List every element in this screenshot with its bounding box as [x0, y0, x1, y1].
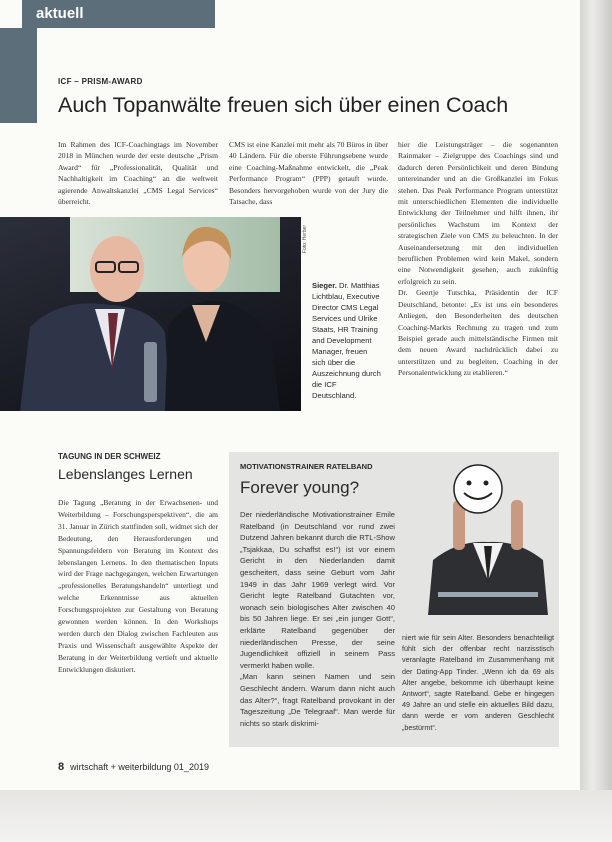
section-label: aktuell: [36, 5, 84, 22]
section-sidebar-bar: [0, 28, 37, 123]
section-tab: [22, 0, 215, 28]
page-footer: [58, 761, 209, 773]
article3-title: Forever young?: [240, 478, 360, 497]
article1-col1-text: Im Rahmen des ICF-Coachingtags im November 2018 in München wurde der erste deutsche „Prism Award“ für „Professionalität, Qualität und Nachhaltigkeit im Coaching“ an die weltweit agierende Anwaltskanzlei „CMS Legal Services“ überreicht.: [58, 140, 218, 207]
photo-caption: [312, 280, 382, 401]
caption-text: Dr. Matthias Lichtblau, Executive Director CMS Legal Services und Ulrike Staats, HR Training and Development Manager, freuen sich über die Auszeichnung durch die ICF Deutschland.: [312, 281, 381, 400]
article1-col3-quote: Dr. Geertje Tutschka, Präsidentin der ICF Deutschland, betonte: „Es ist uns ein besonderes Anliegen, den Besonderheiten des deutschen Coaching-Markts Rechnung zu tragen und zum Beispiel gerade auch mittelständische Firmen mit dem neuen Award nachdrücklich dabei zu unterstützen und zu begleiten, Coaching in der Personalentwicklung zu etablieren.“: [398, 288, 558, 378]
article1-kicker: ICF – PRISM-AWARD: [58, 77, 143, 86]
smiley-man-illustration: [418, 460, 558, 615]
article2-title: Lebenslanges Lernen: [58, 466, 193, 482]
award-photo: [0, 217, 301, 411]
article2-body-text: Die Tagung „Beratung in der Erwachsenen- und Weiterbildung – Forschungsperspektiven“, die am 31. Januar in Zürich stattfinden soll, widmet sich der Bedeutung, den Herausforderungen und Spannungsfeldern von Beratung im Kontext des lebenslangen Lernens. In den thematischen Inputs wird der Frage nachgegangen, welchen Erwartungen „professionelles Beratungshandeln“ unterliegt und welche Erkenntnisse aus aktuellen Forschungsprojekten zur Gestaltung von Beratung gewonnen werden können. In den Workshops werden durch den Dialog zwischen Fachleuten aus Praxis und Wissenschaft ausgewählte Aspekte der Beratung in der Weiterbildung vertieft und aktuelle Entwicklungen diskutiert.: [58, 498, 218, 674]
article1-col2: [229, 139, 388, 207]
article3-col1: [240, 509, 395, 729]
article1-col2-text: CMS ist eine Kanzlei mit mehr als 70 Büros in über 40 Ländern. Für die oberste Führungsebene wurde eine Coaching-Maßnahme entwickelt, die „Peak Performance Program“ (PPP) getauft wurde. Besonders hervorgehoben wurde von der Jury die Tatsache, dass: [229, 140, 388, 207]
article2-body: [58, 497, 218, 676]
article2-kicker: TAGUNG IN DER SCHWEIZ: [58, 452, 161, 461]
article1-col3-text: hier die Leistungsträger – die sogenannten Rainmaker – Zielgruppe des Coachings sind und dadurch deren Persönlichkeit und deren Bindung untereinander und an die Großkanzlei im Fokus stehen. Das Peak Performance Program unterstützt mit unterschiedlichen Elementen die individuelle Entwicklung der Teilnehmer und hilft ihnen, ihr persönliches Wachstum im Kontext der strategischen Ziele von CMS zu beleuchten. In der Auseinandersetzung mit den individuellen beruflichen Problemen wird kein Makel, sondern eine Notwendigkeit gesehen, auch zukünftig erfolgreich zu sein.: [398, 140, 558, 286]
caption-lead: Sieger.: [312, 281, 337, 290]
photo-credit: Foto: Herber: [302, 225, 308, 254]
article1-headline: Auch Topanwälte freuen sich über einen Coach: [58, 93, 509, 117]
article3-kicker: MOTIVATIONSTRAINER RATELBAND: [240, 462, 373, 471]
award-photo-illustration: [0, 217, 301, 411]
next-page-edge: [580, 0, 612, 790]
article3-col2-text: niert wie für sein Alter. Besonders benachteiligt fühlt sich der offenbar recht narzisstisch veranlagte Ratelband im Zusammenhang mit der Dating-App Tinder. „Wenn ich da 69 als Alter angebe, bekomme ich überhaupt keine Antwort“, sagte Ratelband. Gebe er hingegen 49 Jahre an und stelle ein aktuelles Bild dazu, dann werde er vom anderen Geschlecht „bestürmt“.: [402, 633, 554, 732]
article1-col3: [398, 139, 558, 379]
page-number: 8: [58, 761, 65, 773]
article1-col1: [58, 139, 218, 207]
article3-col1-text: Der niederländische Motivationstrainer Emile Ratelband (in Deutschland vor rund zwei Dutzend Jahren bekannt durch die RTL-Show „Tsjakkaa, Du schaffst es!“) ist vor einem Gericht in den Niederlanden damit gescheitert, dass seine Geburt vom Jahr 1949 in das Jahr 1969 verlegt wird. Vor Gericht legte Ratelband Gutachten vor, wonach sein biologisches Alter zwischen 40 bis 50 Jahren liege. Er sei „ein junger Gott“, erklärte Ratelband gegenüber der niederländischen Presse, der seine Jugendlichkeit offiziell in seinem Pass vermerkt haben wolle.: [240, 510, 395, 670]
article3-col1b-text: „Man kann seinen Namen und sein Geschlecht ändern. Warum dann nicht auch das Alter?“, fragt Ratelband provokant in der Tageszeitung „De Telegraaf“. Man werde für nichts so stark diskrimi-: [240, 672, 395, 728]
article3-col2: [402, 632, 554, 733]
magazine-name: wirtschaft + weiterbildung 01_2019: [70, 762, 209, 772]
surface-below-page: [0, 790, 612, 842]
